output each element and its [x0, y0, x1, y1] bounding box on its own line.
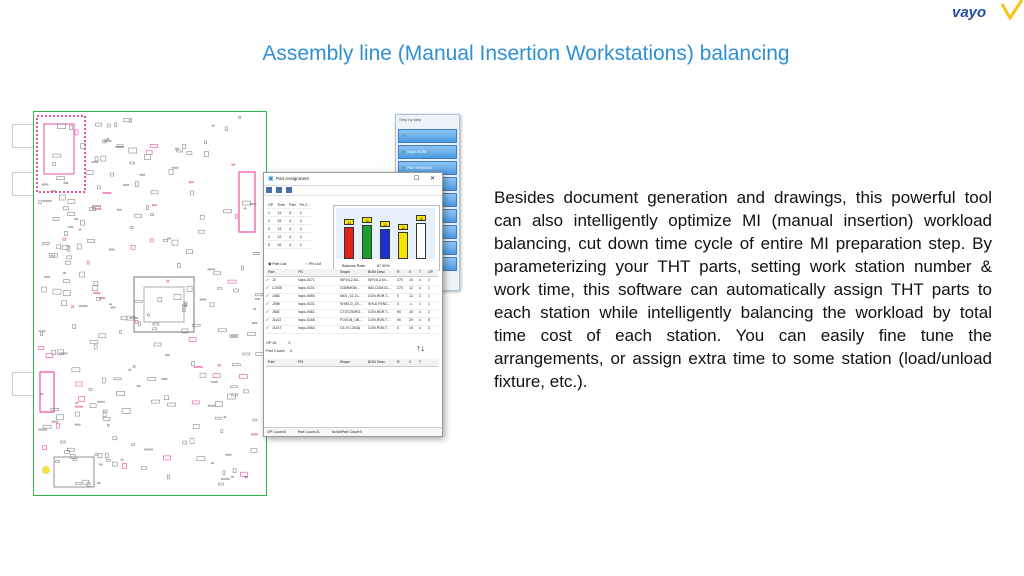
- column-header: PN: [298, 270, 303, 274]
- op-id-value: 0: [288, 341, 291, 345]
- cell: 15: [409, 310, 413, 314]
- cell: CIL,R,I,203A: [340, 326, 361, 330]
- column-header: T: [419, 360, 422, 364]
- description-paragraph: Besides document generation and drawings, this powerful tool can also intelligently optimize MI (manual insertion) workload balancing, cut down time cycle of entire MI preparation step. By parameterizing your THT parts, setting work station number & work time, this software can automatically assign THT parts to each station while intelligently balancing the workload by total time cost of each station. You can easily fine tune the arrangements, or assign extra time to some station (load/unload fixture, etc.).: [494, 188, 992, 391]
- cell: 12: [409, 286, 413, 290]
- move-arrows: [416, 343, 425, 353]
- cell: 14: [275, 209, 287, 217]
- close-button[interactable]: ✕: [430, 176, 436, 182]
- cell: 0: [397, 294, 399, 298]
- maximize-button[interactable]: ☐: [414, 176, 420, 182]
- cell: 3: [298, 225, 313, 233]
- part-count-value: 0: [290, 349, 293, 353]
- cell: Vayo-0171: [298, 278, 315, 282]
- column-header: BOM Desc: [368, 360, 385, 364]
- check-icon: ✔: [266, 326, 269, 330]
- bar-value-label: 15: [362, 217, 372, 223]
- cell: J398: [272, 302, 280, 306]
- cell: 270: [397, 286, 403, 290]
- cell: 4: [419, 286, 421, 290]
- balance-chart: [333, 205, 440, 271]
- vayo-logo: [950, 0, 1024, 22]
- column-header: OP: [428, 270, 434, 274]
- check-icon: ✔: [266, 302, 269, 306]
- column-header: Pn C...: [299, 202, 311, 207]
- step-item[interactable]: [398, 129, 457, 143]
- status-op-count: OP Count:5: [267, 430, 286, 434]
- column-header: T: [419, 270, 422, 274]
- balance-bar: [380, 229, 390, 259]
- app-icon: ▣: [268, 176, 274, 182]
- cell: 1: [428, 302, 430, 306]
- table-row[interactable]: [266, 209, 313, 217]
- balance-rate-value: 87.50%: [376, 264, 390, 268]
- table-row[interactable]: [266, 225, 313, 233]
- cell: J682: [272, 310, 280, 314]
- column-header: X: [409, 360, 412, 364]
- cell: Vayo-0101: [298, 302, 315, 306]
- column-header: Part: [289, 202, 296, 207]
- status-noset-count: NoSetPart Count:0: [331, 430, 363, 434]
- check-icon: ✔: [266, 318, 269, 322]
- op-id-line: [266, 341, 291, 345]
- status-part-count: Part Count:21: [297, 430, 320, 434]
- cell: 4: [419, 310, 421, 314]
- cell: 90: [397, 318, 401, 322]
- column-header: BOM Desc: [368, 270, 385, 274]
- column-header: Shape: [340, 270, 351, 274]
- cell: 4: [266, 233, 275, 241]
- bar-value-label: 14: [344, 219, 354, 225]
- column-header: R: [397, 270, 400, 274]
- cell: CON,HDR,T...: [368, 294, 390, 298]
- cell: 5: [287, 209, 298, 217]
- check-icon: ✔: [402, 149, 406, 154]
- pcb-connector-tab: [12, 124, 34, 148]
- cell: L1005: [272, 286, 282, 290]
- cell: 15: [409, 326, 413, 330]
- cell: CTST254RO...: [340, 310, 364, 314]
- cell: FOXCN_UB...: [340, 318, 362, 322]
- column-header: Part: [268, 270, 275, 274]
- save-icon[interactable]: [276, 187, 282, 193]
- radio-pn-list[interactable]: ○ PN List: [305, 262, 321, 266]
- column-header: X: [409, 270, 412, 274]
- cell: J1102: [272, 318, 282, 322]
- check-icon: ✔: [266, 294, 269, 298]
- cell: 2: [428, 278, 430, 282]
- cell: 2: [428, 310, 430, 314]
- cell: CON,RVB,T...: [368, 318, 390, 322]
- arrow-down-icon[interactable]: ↓: [420, 343, 425, 353]
- column-header: Time: [277, 202, 286, 207]
- cell: 13: [275, 225, 287, 233]
- cell: 3: [298, 217, 313, 225]
- cell: 4: [419, 326, 421, 330]
- balance-bar: [344, 227, 354, 259]
- logo-text: vayo: [952, 4, 987, 21]
- window-toolbar: [264, 186, 442, 196]
- column-header: Part: [268, 360, 275, 364]
- arrow-up-icon[interactable]: ↑: [416, 343, 421, 353]
- radio-label: PN List: [308, 262, 321, 266]
- parts-header-row: [266, 269, 438, 277]
- part-row[interactable]: [266, 325, 438, 334]
- column-header: R: [397, 360, 400, 364]
- cell: IND,COM,DL...: [368, 286, 392, 290]
- balance-bar: [416, 223, 426, 259]
- check-icon: ✔: [402, 133, 406, 138]
- cell: 3: [266, 225, 275, 233]
- pcb-drawing: [33, 111, 267, 496]
- cell: J3: [272, 278, 276, 282]
- chart-plot-area: [336, 208, 435, 259]
- cell: 1: [419, 302, 421, 306]
- pcb-connector-tab: [12, 372, 34, 396]
- check-icon: ✔: [402, 165, 406, 170]
- cell: 5: [266, 241, 275, 249]
- cell: 0: [397, 302, 399, 306]
- check-icon: ✔: [266, 278, 269, 282]
- slide-title: Assembly line (Manual Insertion Workstations) balancing: [262, 42, 790, 65]
- step-part-selection[interactable]: ✔ Part Selection: [398, 161, 457, 175]
- parts-table-body: [266, 277, 438, 335]
- balance-rate-label: Balance Rate:: [342, 264, 366, 268]
- check-icon: ✔: [266, 310, 269, 314]
- step-input-bom[interactable]: ✔ Input BOM: [398, 145, 457, 159]
- cell: 4: [419, 278, 421, 282]
- open-icon[interactable]: [266, 187, 272, 193]
- cell: 270: [397, 278, 403, 282]
- cell: 15: [409, 278, 413, 282]
- cell: CON,HDR,T...: [368, 310, 390, 314]
- cell: 4: [287, 217, 298, 225]
- bar-value-label: 12: [398, 224, 408, 230]
- cell: Vayo-0064: [298, 326, 315, 330]
- window-status-bar: [264, 427, 442, 436]
- table-row[interactable]: [266, 217, 313, 225]
- cell: 4: [287, 225, 298, 233]
- cell: 3: [419, 294, 421, 298]
- pcb-connector-tab: [12, 172, 34, 196]
- cell: 4: [287, 233, 298, 241]
- op-id-label: OP ID:: [266, 341, 278, 345]
- cell: SIP16-2-54...: [340, 278, 361, 282]
- radio-label: Part List: [272, 262, 287, 266]
- cell: Vayo-0168: [298, 318, 315, 322]
- bar-value-label: 13: [380, 221, 390, 227]
- cell: 4: [419, 318, 421, 322]
- balance-rate: [342, 264, 390, 268]
- check-icon: ✔: [266, 286, 269, 290]
- table-row[interactable]: [266, 233, 313, 241]
- station-table: [266, 201, 313, 249]
- cell: Vayo-0101: [298, 286, 315, 290]
- cell: MOL_22-11...: [340, 294, 362, 298]
- cell: COMMOM...: [340, 286, 360, 290]
- cell: 16: [275, 241, 287, 249]
- balance-bar: [362, 225, 372, 259]
- cell: 4: [287, 241, 298, 249]
- list-mode-radios: [268, 261, 321, 266]
- cell: -1: [409, 302, 413, 306]
- cell: 29: [409, 318, 413, 322]
- cell: J1107: [272, 326, 282, 330]
- part-count-label: Part Count:: [266, 349, 286, 353]
- cell: 1: [428, 294, 430, 298]
- cell: SHLD,FENC...: [368, 302, 391, 306]
- export-icon[interactable]: [286, 187, 292, 193]
- cell: 1: [428, 286, 430, 290]
- cell: 5: [428, 318, 430, 322]
- steps-header: Step by step: [399, 117, 422, 122]
- window-title: Part Assignment: [276, 176, 309, 181]
- cell: Vayo-0061: [298, 310, 315, 314]
- window-titlebar: [264, 173, 442, 186]
- cell: SHIELD_ZX...: [340, 302, 362, 306]
- cell: 90: [397, 310, 401, 314]
- part-count-line: [266, 349, 292, 353]
- column-header: Shape: [340, 360, 351, 364]
- cell: 12: [409, 294, 413, 298]
- cell: 3: [298, 233, 313, 241]
- column-header: OP: [268, 202, 274, 207]
- balance-bar: [398, 232, 408, 259]
- cell: 4: [298, 209, 313, 217]
- cell: 15: [275, 217, 287, 225]
- cell: J484: [272, 294, 280, 298]
- cell: 2: [428, 326, 430, 330]
- cell: 0: [397, 326, 399, 330]
- radio-part-list[interactable]: ◉ Part List: [268, 262, 287, 266]
- cell: 1: [266, 209, 275, 217]
- cell: 12: [275, 233, 287, 241]
- table-row[interactable]: [266, 241, 313, 249]
- cell: 2: [266, 217, 275, 225]
- part-assignment-window: [263, 172, 443, 437]
- bar-value-label: 16: [416, 215, 426, 221]
- cell: Vayo-0060: [298, 294, 315, 298]
- cell: SIP16-2-54...: [368, 278, 389, 282]
- column-header: PN: [298, 360, 303, 364]
- table-header-row: [266, 201, 313, 209]
- cell: 4: [298, 241, 313, 249]
- cell: CON,RVB,T...: [368, 326, 390, 330]
- lower-header-row: [266, 359, 438, 367]
